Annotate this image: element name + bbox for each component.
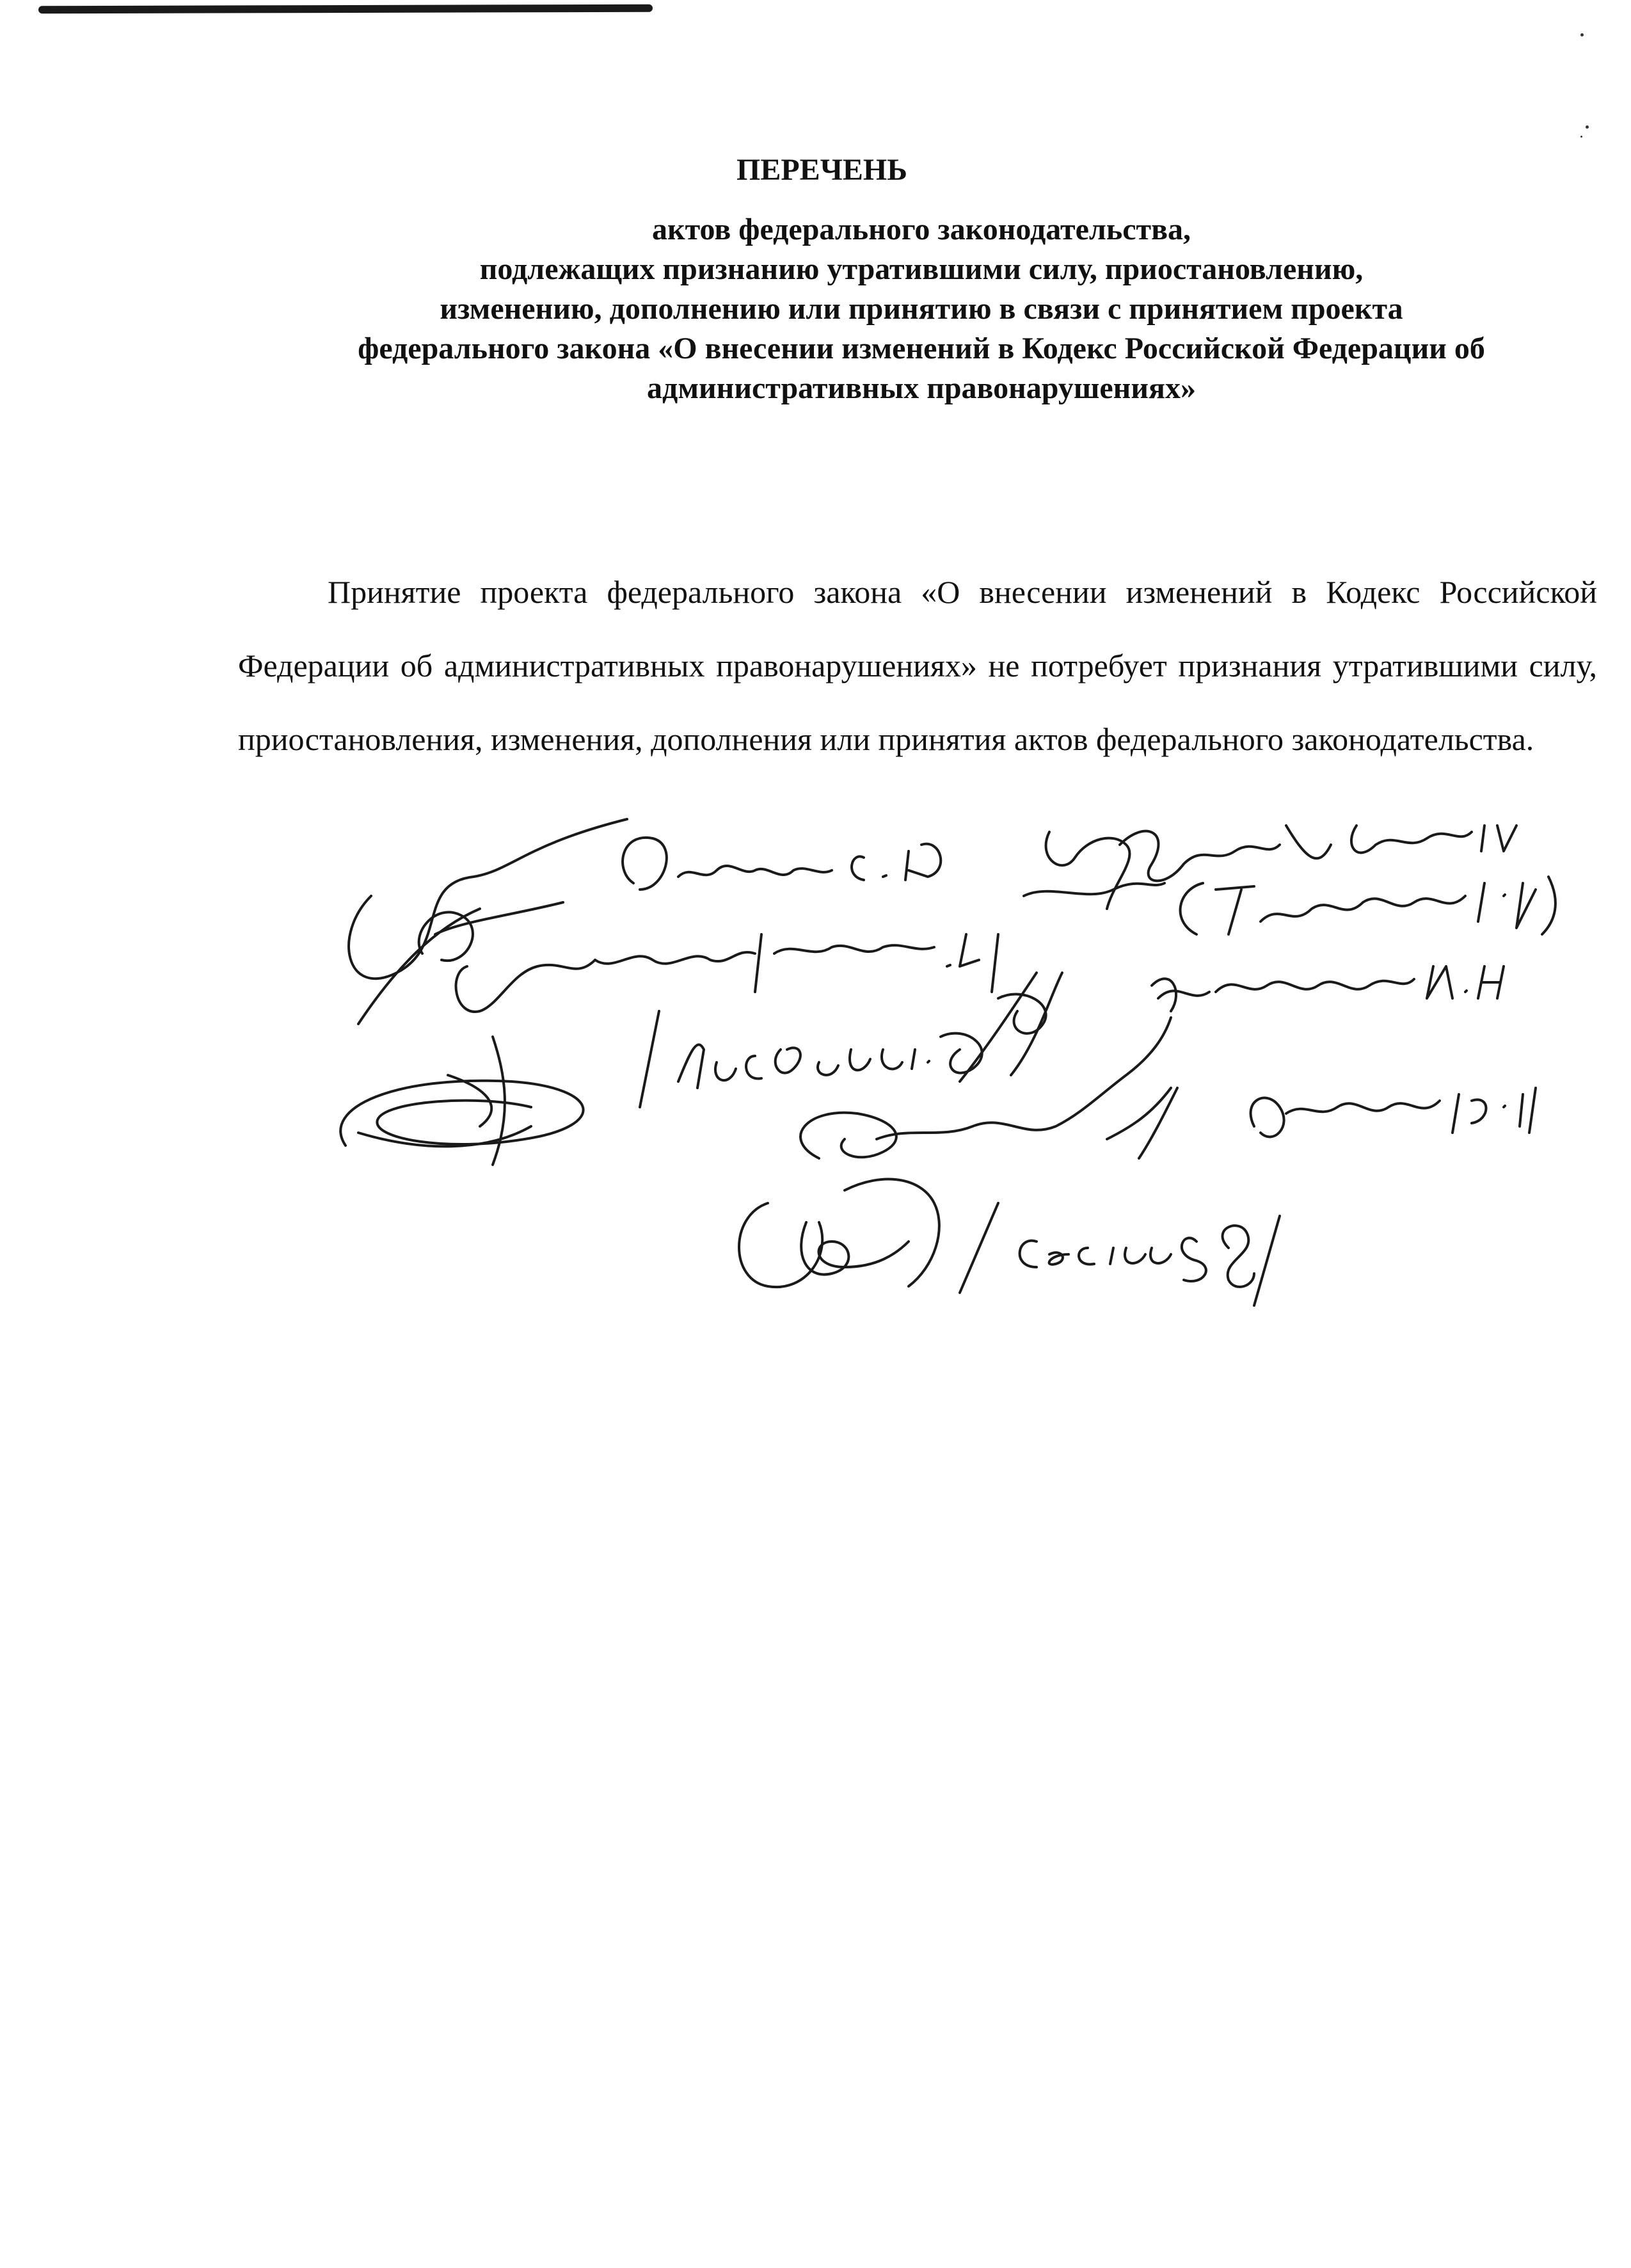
subtitle-line: административных правонарушениях» <box>647 371 1196 405</box>
subtitle-line: подлежащих признанию утратившими силу, приостановлению, <box>479 252 1364 286</box>
signature-bottom-left <box>739 1179 939 1288</box>
scan-speck <box>1580 33 1584 36</box>
signature-lisovsky <box>640 1011 982 1107</box>
signature-center-scribble <box>800 1018 1177 1158</box>
scan-artifact-bar <box>38 4 653 14</box>
signatures-block <box>320 806 1600 1318</box>
subtitle-line: изменению, дополнению или принятию в связи с принятием проекта <box>440 292 1403 326</box>
document-subtitle <box>230 210 1612 408</box>
signature-right-top <box>1120 826 1516 881</box>
signature-khairullin <box>1152 966 1504 1011</box>
signature-1 <box>349 819 627 1024</box>
subtitle-line: актов федерального законодательства, <box>651 212 1191 246</box>
scan-speck <box>1580 136 1582 138</box>
subtitle-line: федерального закона «О внесении изменений в Кодекс Российской Федерации об <box>358 331 1485 365</box>
signature-orlova <box>623 838 941 890</box>
scan-speck <box>1586 125 1589 129</box>
signature-semenov <box>960 1203 1280 1306</box>
signature-loop <box>340 1037 583 1165</box>
signature-garyainen <box>1181 877 1555 934</box>
signature-gorbunov <box>456 934 998 1012</box>
document-title: ПЕРЕЧЕНЬ <box>736 153 907 187</box>
signature-denisov <box>1251 1088 1536 1137</box>
signature-middle-cluster <box>960 832 1165 1082</box>
body-paragraph: Принятие проекта федерального закона «О внесении изменений в Кодекс Российской Федерации об административных правонарушениях» не потребует признания утратившими силу, приостановления, изменения, дополнения или принятия актов федерального законодательства. <box>238 574 1597 757</box>
